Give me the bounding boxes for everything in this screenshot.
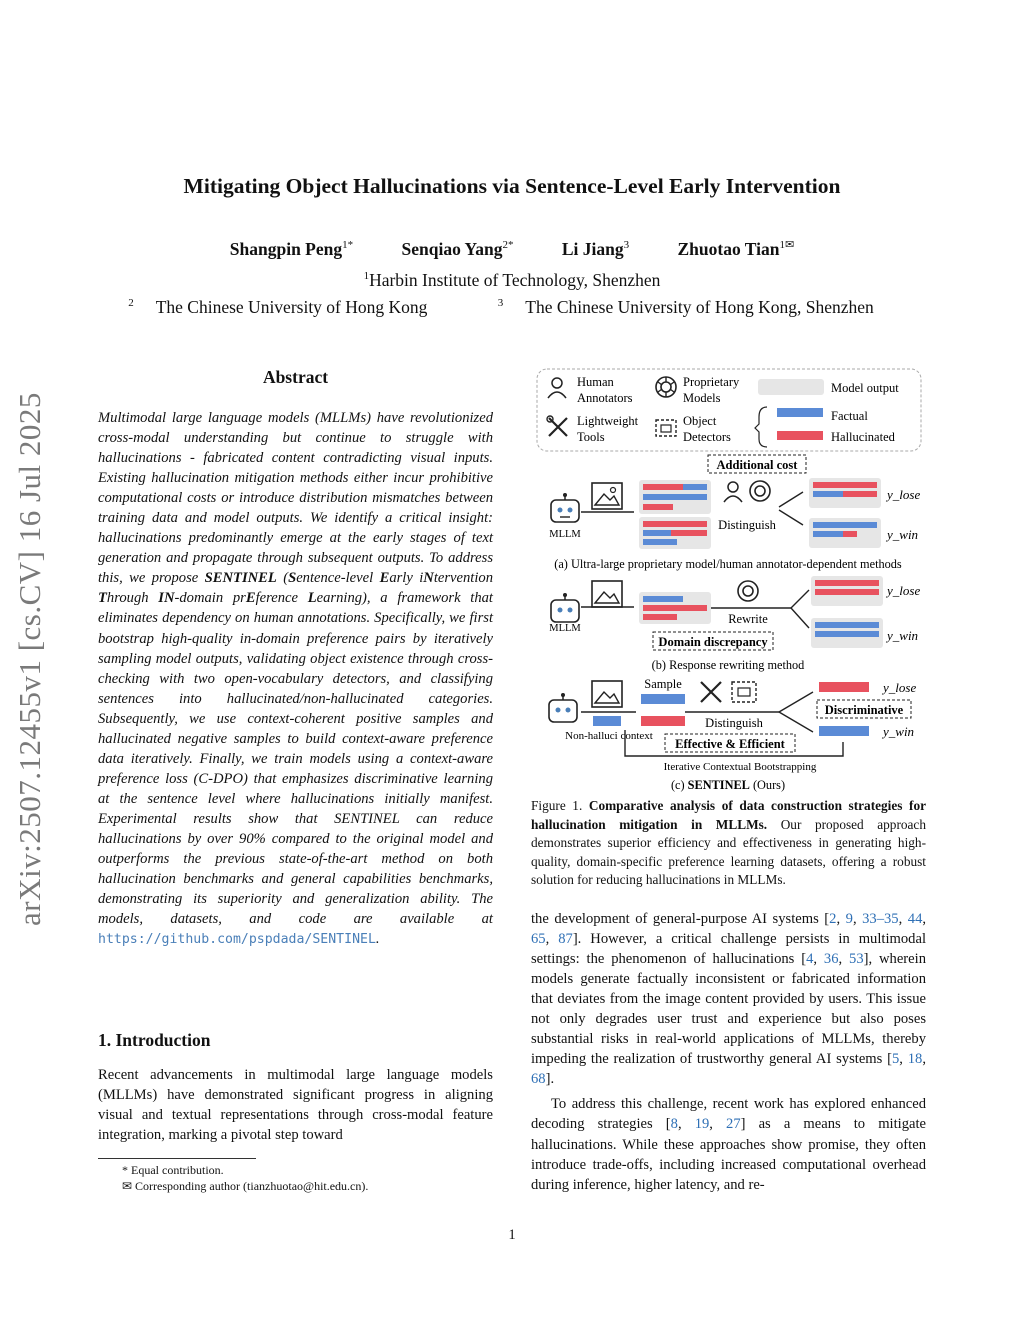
author-1: Shangpin Peng$^{1*}$ [229,238,354,259]
person-icon [548,378,566,398]
panel-c-efficient-tag: Effective & Efficient [675,737,785,751]
robot-icon [551,493,579,522]
legend-human-annotators-2: Annotators [577,391,633,405]
footnote-rule [98,1158,256,1159]
arxiv-stamp: arXiv:2507.12455v1 [cs.CV] 16 Jul 2025 [12,392,47,926]
person-icon [724,482,742,502]
panel-b-action: Rewrite [728,612,768,626]
code-link[interactable]: https://github.com/pspdada/SENTINEL [98,932,376,948]
legend-factual: Factual [831,409,868,423]
panel-c-win-bar [819,726,869,736]
panel-c-context-bar [593,716,621,726]
legend-hallucinated-swatch [777,431,823,440]
panel-b-lose [811,576,883,606]
abstract-heading: Abstract [262,367,329,387]
legend-proprietary-models-2: Models [683,391,721,405]
tools-icon [547,416,567,436]
section-heading-introduction: 1. Introduction [98,1030,211,1050]
legend-hallucinated: Hallucinated [831,430,895,444]
author-3: Li Jiang$^3$ [561,238,630,259]
panel-a-y-win: y_win [887,527,919,542]
figure-1 [531,362,926,792]
openai-icon [750,481,770,501]
panel-c-action: Distinguish [705,716,763,730]
affiliation-1: $^1$Harbin Institute of Technology, Shenzhen [363,270,661,290]
paper-title: Mitigating Object Hallucinations via Sentence-Level Early Intervention [183,174,841,198]
legend-object-detectors-1: Object [683,414,717,428]
legend-object-detectors-2: Detectors [683,430,731,444]
panel-a-mllm-label: MLLM [549,529,581,540]
legend-model-output-swatch [758,379,824,395]
right-paragraph-2: To address this challenge, recent work has explored enhanced decoding strategies [8, 19, 27] as a means to mitigate hallucinations. While these approaches show promise, they often introduce trade-offs, including increased computational overhead during inference, higher latency, and re- [531,1096,927,1193]
panel-b-mllm-label: MLLM [549,623,581,634]
affiliation-2-3 [0,297,1024,318]
openai-icon [738,581,758,601]
image-icon [592,581,622,607]
panel-b-y-win: y_win [887,628,919,643]
panel-b-win [811,618,883,648]
panel-c-y-win: y_win [883,724,915,739]
robot-icon [549,693,577,722]
legend-lightweight-tools-1: Lightweight [577,414,639,428]
panel-c-lose-bar [819,682,869,692]
tools-icon [701,682,721,702]
image-icon [592,483,622,509]
panel-c-samples [641,694,685,726]
footnote-corresponding: ✉ Corresponding author (tianzhuotao@hit.edu.cn). [122,1179,369,1193]
panel-a-lose [809,478,881,508]
detector-icon [732,682,756,702]
figure-1-caption: Figure 1. Comparative analysis of data construction strategies for hallucination mitigation in MLLMs. Our proposed approach demonstrates superior efficiency and effectiveness in generating high-quality, domain-specific preference learning datasets, offering a robust solution for reducing hallucinations in MLLMs. [531,798,927,887]
panel-c-discriminative-tag: Discriminative [824,703,904,717]
right-column-text [531,909,926,1195]
panel-b-output [639,592,711,624]
footnotes [98,1162,493,1194]
footnote-equal: * Equal contribution. [122,1163,224,1177]
introduction-text: Recent advancements in multimodal large language models (MLLMs) have demonstrated significant progress in aligning visual and textual representations through cross-modal feature integration, marking a pivotal step toward [98,1067,493,1144]
legend-model-output: Model output [831,381,899,395]
detector-icon [656,420,676,436]
panel-b-caption: (b) Response rewriting method [651,658,805,672]
panel-b-tag: Domain discrepancy [658,635,768,649]
panel-c-context-label: Non-halluci context [565,730,653,742]
panel-a-tag: Additional cost [716,458,798,472]
image-icon [592,681,622,707]
legend-proprietary-models-1: Proprietary [683,375,740,389]
robot-icon [551,593,579,622]
panel-a-caption: (a) Ultra-large proprietary model/human annotator-dependent methods [554,557,902,571]
legend-human-annotators-1: Human [577,375,614,389]
panel-c-caption: (c) SENTINEL (Ours) [670,778,786,792]
panel-a-action: Distinguish [718,518,776,532]
panel-c-loop-label: Iterative Contextual Bootstrapping [663,761,817,773]
affiliation-2: $^2$ The Chinese University of Hong Kong [128,297,428,317]
author-list [0,238,1024,260]
panel-b-y-lose: y_lose [887,583,921,598]
affiliation-3: $^3$ The Chinese University of Hong Kong, Shenzhen [497,297,874,317]
legend-brace [755,407,767,447]
right-paragraph-1: the development of general-purpose AI systems [2, 9, 33–35, 44, 65, 87]. However, a critical challenge persists in multimodal settings: the phenomenon of hallucinations [4, 36, 53], wherein models generate factually inconsistent or fabricated information that deviates from the image content provided by users. This issue not only degrades user trust and experience but also poses substantial risks in real-world applications of MLLMs, thereby impeding the realization of trustworthy general AI systems [5, 18, 68]. [531,911,927,1088]
panel-c-y-lose: y_lose [883,680,917,695]
legend-factual-swatch [777,408,823,417]
author-4: Zhuotao Tian$^{1✉}$ [677,238,795,259]
panel-c-sample: Sample [644,677,682,691]
author-2: Senqiao Yang$^{2*}$ [401,238,514,259]
panel-a-win [809,518,881,548]
openai-icon [656,377,676,397]
abstract-text: Multimodal large language models (MLLMs) have revolutionized cross-modal understanding but continue to struggle with hallucinations - fabricated content contradicting visual inputs. Existing hallucination mitigation methods either incur prohibitive computational costs or introduce distribution mismatches between training data and model outputs. We identify a critical insight: hallucinations predominantly emerge at the early stages of text generation and propagate through subsequent outputs. To address this, we propose SENTINEL (Sentence-level Early iNtervention Through IN-domain prEference Learning), a framework that eliminates dependency on human annotations. Specifically, we first bootstrap high-quality in-domain preference pairs by iteratively sampling model outputs, validating object existence through cross-checking with two open-vocabulary detectors, and classifying sentences into hallucinated/non-hallucinated categories. Subsequently, we use context-coherent positive samples and hallucinated negative samples to build context-aware preference data iteratively. Finally, we train models using a context-aware preference loss (C-DPO) that emphasizes discriminative learning at the sentence level where hallucinations initially manifest. Experimental results show that SENTINEL can reduce hallucinations by over 90% compared to the original model and outperforms the previous state-of-the-art method on both hallucination benchmarks and general capabilities benchmarks, demonstrating its superiority and generalization ability. The models, datasets, and code are available at https://github.com/pspdada/SENTINEL. [98,410,493,948]
panel-a-outputs [639,480,711,549]
legend-lightweight-tools-2: Tools [577,430,605,444]
page-number: 1 [508,1227,516,1243]
panel-a-y-lose: y_lose [887,487,921,502]
